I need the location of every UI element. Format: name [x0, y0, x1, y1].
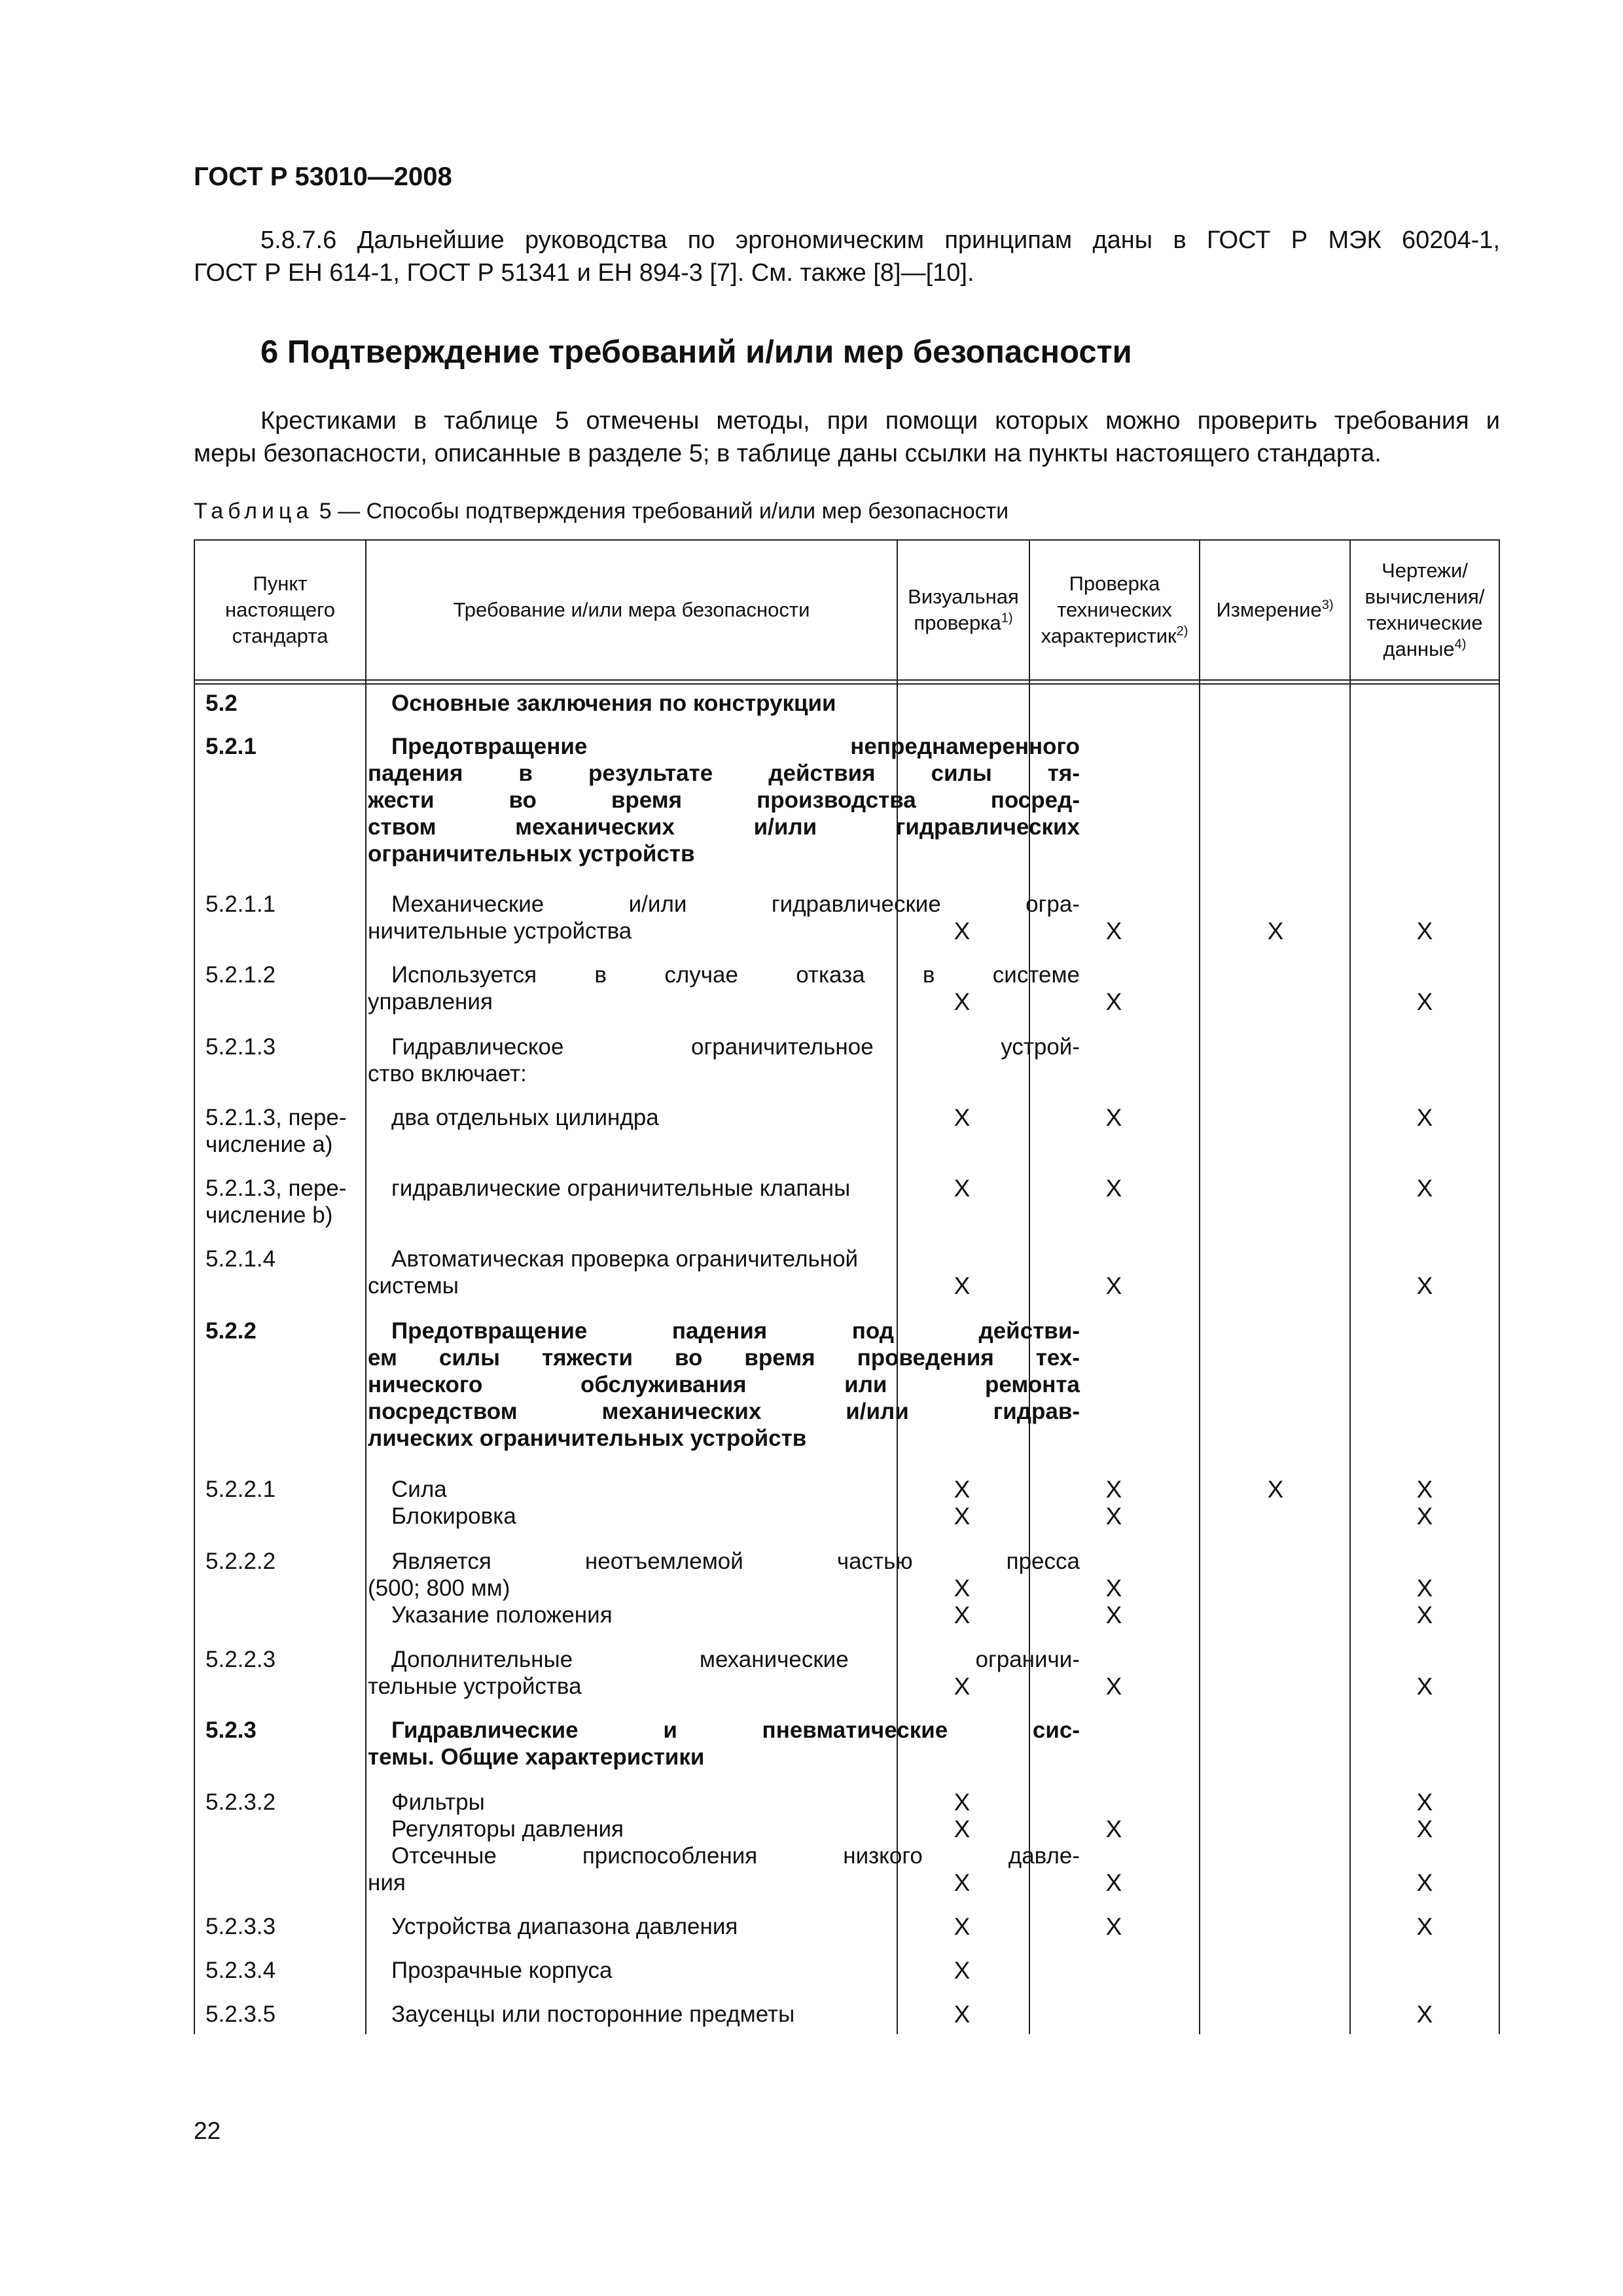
check-mark-drawings: X	[1416, 1869, 1433, 1896]
table-row	[194, 1031, 1500, 1102]
table-row	[194, 1315, 1500, 1473]
requirement-line: Заусенцы или посторонние предметы	[391, 2001, 795, 2027]
requirement-line: (500; 800 мм)	[368, 1575, 510, 1601]
check-mark-drawings: X	[1416, 1575, 1433, 1602]
clause-id: 5.2.3.2	[205, 1789, 276, 1815]
table-row	[194, 1786, 1500, 1910]
check-mark-tech: X	[1105, 1913, 1122, 1940]
clause-id	[205, 1104, 356, 1158]
requirement-text	[368, 1717, 1080, 1770]
check-mark-tech: X	[1105, 1175, 1122, 1202]
header-clause-line: настоящего	[224, 598, 335, 621]
header-drawings-line	[1383, 636, 1467, 662]
requirement-line: Автоматическая проверка ограничительной	[391, 1246, 859, 1272]
check-mark-tech: X	[1105, 1869, 1122, 1896]
clause-id: 5.2.2	[205, 1318, 257, 1344]
requirement-line: Основные заключения по конструкции	[391, 691, 836, 716]
check-mark-visual: X	[954, 988, 971, 1015]
check-mark-tech: X	[1105, 1575, 1122, 1602]
check-mark-visual: X	[954, 1913, 971, 1940]
requirement-line: тельные устройства	[368, 1674, 582, 1699]
header-measure	[1200, 541, 1349, 679]
paragraph-line: меры безопасности, описанные в разделе 5; в таблице даны ссылки на пункты настоящего стандарта.	[194, 440, 1382, 467]
check-mark-visual: X	[954, 1816, 971, 1842]
footnote-ref: 3)	[1321, 598, 1334, 613]
clause-id: 5.2.1.2	[205, 962, 276, 988]
check-mark-tech: X	[1105, 1816, 1122, 1842]
requirement-line: Гидравлическое ограничительное устрой-	[391, 1034, 1080, 1060]
check-mark-tech: X	[1105, 1503, 1122, 1530]
header-tech-line: технических	[1057, 598, 1172, 621]
table-row	[194, 1998, 1500, 2037]
header-clause-line: стандарта	[232, 624, 329, 647]
footnote-ref: 4)	[1454, 637, 1467, 652]
requirement-line: посредством механических и/или гидрав-	[368, 1399, 1080, 1424]
requirement-line: Сила	[391, 1477, 447, 1502]
table-row	[194, 1473, 1500, 1545]
check-mark-visual: X	[954, 1673, 971, 1700]
table-caption-text: 5 — Способы подтверждения требований и/или мер безопасности	[319, 499, 1009, 524]
requirement-line: ем силы тяжести во время проведения тех-	[368, 1345, 1080, 1371]
check-mark-drawings: X	[1416, 1476, 1433, 1503]
check-mark-tech: X	[1105, 1272, 1122, 1299]
requirement-line: Дополнительные механические ограничи-	[391, 1647, 1080, 1672]
requirement-line: Отсечные приспособления низкого давле-	[391, 1843, 1080, 1869]
requirement-line: гидравлические ограничительные клапаны	[391, 1175, 851, 1201]
check-mark-tech: X	[1105, 988, 1122, 1015]
check-mark-drawings: X	[1416, 1789, 1433, 1816]
requirement-line: два отдельных цилиндра	[391, 1105, 659, 1130]
header-drawings-line: Чертежи/	[1382, 559, 1468, 582]
clause-id: 5.2.1.4	[205, 1246, 276, 1272]
header-clause	[195, 541, 365, 679]
table-row	[194, 1714, 1500, 1786]
clause-id: 5.2.3.4	[205, 1958, 276, 1983]
requirement-line: темы. Общие характеристики	[368, 1744, 705, 1770]
header-drawings	[1351, 541, 1499, 679]
clause-id: 5.2.2.1	[205, 1477, 276, 1502]
table-row	[194, 1643, 1500, 1714]
table-row	[194, 888, 1500, 959]
clause-id: 5.2.1.3	[205, 1034, 276, 1060]
check-mark-drawings: X	[1416, 1816, 1433, 1842]
check-mark-visual: X	[954, 1503, 971, 1530]
check-mark-tech: X	[1105, 1602, 1122, 1628]
requirement-text	[368, 690, 1080, 717]
check-mark-visual: X	[954, 1175, 971, 1202]
header-drawings-text: данные	[1383, 637, 1455, 660]
footnote-ref: 2)	[1176, 624, 1188, 639]
check-mark-visual: X	[954, 918, 971, 944]
paragraph-5-8-7-6	[194, 224, 1500, 289]
requirement-line: Является неотъемлемой частью пресса	[391, 1549, 1080, 1574]
requirement-line: ния	[368, 1870, 406, 1895]
clause-id: 5.2.3.5	[205, 2001, 276, 2027]
requirement-line: ство включает:	[368, 1061, 527, 1086]
clause-id: 5.2.2.3	[205, 1647, 276, 1672]
footnote-ref: 1)	[1001, 611, 1013, 626]
table-row	[194, 1172, 1500, 1243]
table-row	[194, 687, 1500, 730]
section-heading: 6 Подтверждение требований и/или мер безопасности	[260, 334, 1132, 370]
requirement-line: Используется в случае отказа в системе	[391, 962, 1080, 988]
header-drawings-line: вычисления/	[1364, 585, 1485, 608]
header-tech-line: Проверка	[1069, 572, 1160, 595]
paragraph-line: 5.8.7.6 Дальнейшие руководства по эргономическим принципам даны в ГОСТ Р МЭК 60204-1,	[260, 226, 1500, 254]
header-requirement-text: Требование и/или мера безопасности	[453, 598, 810, 621]
table-row	[194, 959, 1500, 1031]
table-caption-label: Таблица	[194, 499, 313, 524]
requirement-text	[368, 733, 1080, 867]
requirement-line: Предотвращение падения под действи-	[391, 1318, 1080, 1344]
requirement-line: Прозрачные корпуса	[391, 1958, 613, 1983]
clause-id: 5.2	[205, 691, 238, 716]
requirement-line: Устройства диапазона давления	[391, 1914, 738, 1939]
header-divider-double	[194, 683, 1500, 685]
header-measure-text: Измерение	[1216, 598, 1322, 621]
check-mark-drawings: X	[1416, 1272, 1433, 1299]
requirement-line: системы	[368, 1273, 459, 1299]
check-mark-drawings: X	[1416, 918, 1433, 944]
header-tech	[1030, 541, 1199, 679]
header-measure-line	[1216, 597, 1333, 623]
clause-id: 5.2.1	[205, 734, 257, 759]
requirement-line: жести во время производства посред-	[368, 787, 1080, 813]
header-tech-text: характеристик	[1041, 624, 1177, 647]
check-mark-drawings: X	[1416, 1913, 1433, 1940]
requirement-text	[368, 1318, 1080, 1452]
table-row	[194, 1545, 1500, 1643]
table-row	[194, 1954, 1500, 1998]
requirement-line: нического обслуживания или ремонта	[368, 1372, 1080, 1397]
check-mark-drawings: X	[1416, 2001, 1433, 2028]
header-requirement	[366, 541, 897, 679]
check-mark-drawings: X	[1416, 1673, 1433, 1700]
paragraph-line: Крестиками в таблице 5 отмечены методы, при помощи которых можно проверить требования и	[260, 407, 1500, 435]
header-clause-line: Пункт	[253, 572, 308, 595]
clause-id: 5.2.2.2	[205, 1549, 276, 1574]
clause-id-line: 5.2.1.3, пере-	[205, 1175, 347, 1201]
requirement-line: Блокировка	[391, 1503, 516, 1529]
check-mark-measure: X	[1267, 918, 1284, 944]
requirement-line: падения в результате действия силы тя-	[368, 761, 1080, 786]
table-body	[194, 687, 1500, 2037]
table-row	[194, 1910, 1500, 1954]
check-mark-drawings: X	[1416, 1602, 1433, 1628]
clause-id	[205, 1175, 356, 1229]
requirement-line: Указание положения	[391, 1602, 613, 1628]
check-mark-visual: X	[954, 1602, 971, 1628]
requirement-line: Гидравлические и пневматические сис-	[391, 1717, 1080, 1743]
clause-id-line: числение b)	[205, 1202, 333, 1228]
check-mark-drawings: X	[1416, 988, 1433, 1015]
clause-id-line: числение а)	[205, 1132, 333, 1157]
requirement-line: Регуляторы давления	[391, 1816, 624, 1842]
check-mark-drawings: X	[1416, 1175, 1433, 1202]
check-mark-visual: X	[954, 2001, 971, 2028]
paragraph-line: ГОСТ Р ЕН 614-1, ГОСТ Р 51341 и ЕН 894-3 [7]. См. также [8]—[10].	[194, 259, 974, 287]
check-mark-visual: X	[954, 1104, 971, 1131]
document-header: ГОСТ Р 53010—2008	[194, 162, 452, 191]
check-mark-visual: X	[954, 1869, 971, 1896]
check-mark-tech: X	[1105, 1104, 1122, 1131]
header-visual-line	[914, 610, 1012, 636]
header-visual	[898, 541, 1029, 679]
clause-id: 5.2.1.1	[205, 891, 276, 917]
requirement-line: ничительные устройства	[368, 918, 632, 944]
requirement-text	[368, 1033, 1080, 1087]
check-mark-tech: X	[1105, 1673, 1122, 1700]
requirement-line: Механические и/или гидравлические огра-	[391, 891, 1080, 917]
requirement-line: Предотвращение непреднамеренного	[391, 734, 1080, 759]
intro-paragraph	[194, 404, 1500, 470]
table-row	[194, 1102, 1500, 1172]
check-mark-drawings: X	[1416, 1503, 1433, 1530]
check-mark-visual: X	[954, 1789, 971, 1816]
check-mark-tech: X	[1105, 918, 1122, 944]
clause-id: 5.2.3.3	[205, 1914, 276, 1939]
header-visual-line: Визуальная	[908, 585, 1019, 608]
check-mark-drawings: X	[1416, 1104, 1433, 1131]
requirement-line: ством механических и/или гидравлических	[368, 814, 1080, 840]
check-mark-visual: X	[954, 1957, 971, 1984]
header-divider	[194, 679, 1500, 681]
check-mark-visual: X	[954, 1575, 971, 1602]
requirement-line: управления	[368, 989, 493, 1014]
header-drawings-line: технические	[1366, 611, 1483, 634]
requirement-line: Фильтры	[391, 1789, 485, 1815]
table-row	[194, 1243, 1500, 1315]
requirement-line: ограничительных устройств	[368, 841, 695, 867]
clause-id: 5.2.3	[205, 1717, 257, 1743]
check-mark-measure: X	[1267, 1476, 1284, 1503]
clause-id-line: 5.2.1.3, пере-	[205, 1105, 347, 1130]
requirement-line: лических ограничительных устройств	[368, 1426, 807, 1451]
table-caption	[194, 499, 1008, 524]
check-mark-visual: X	[954, 1476, 971, 1503]
table-row	[194, 730, 1500, 888]
header-visual-text: проверка	[914, 611, 1001, 634]
page-number: 22	[194, 2117, 221, 2144]
check-mark-visual: X	[954, 1272, 971, 1299]
header-tech-line	[1041, 623, 1188, 649]
check-mark-tech: X	[1105, 1476, 1122, 1503]
